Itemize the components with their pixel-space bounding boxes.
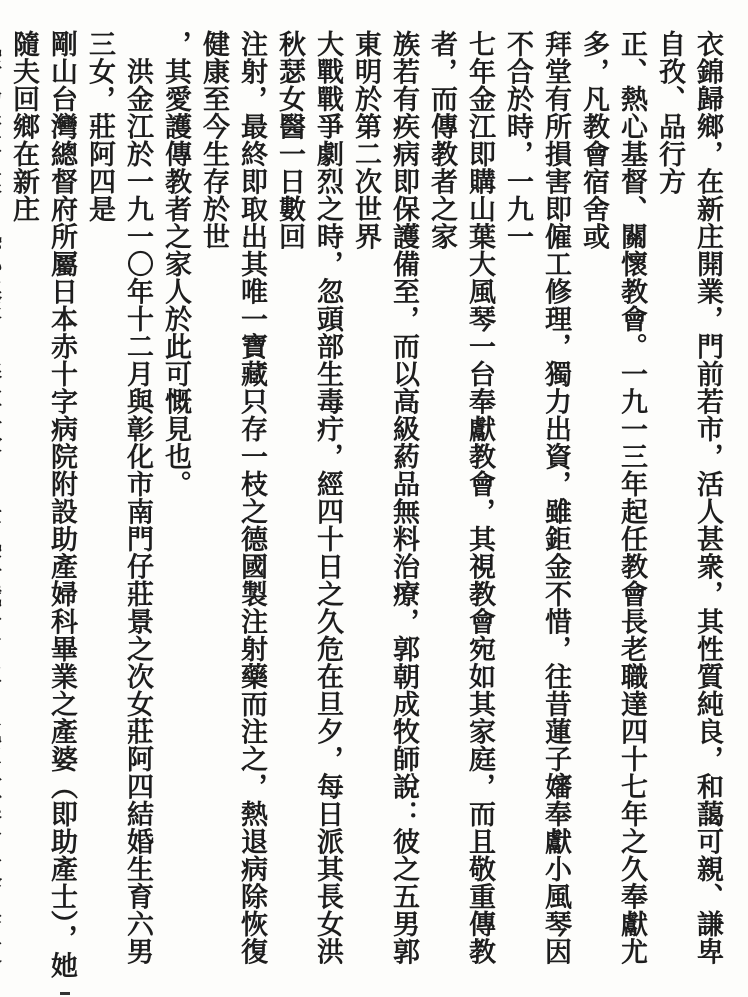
paragraph-2: 洪金江於一九一〇年十二月與彰化市南門仔莊景之次女莊阿四結婚生育六男三女，莊阿四是 剛山台灣總督府所屬日本赤十字病院附設助產婦科畢業之產婆（即助產士），她隨夫回鄉在新庄 (8, 30, 153, 979)
scan-mark (60, 992, 70, 995)
paragraph-1: 衣錦歸鄉，在新庄開業，門前若市，活人甚衆，其性質純良，和藹可親、謙卑自孜、品行方 正、熱心基督、關懷教會。一九一三年起任教會長老職達四十七年之久奉獻尤多，凡教會宿舍或 拜堂有所損害即僱工修理，獨力出資，雖鉅金不惜，往昔蓮子嬸奉獻小風琴因不合於時，一九一 七年金江即購山葉大風琴一台奉獻教會，其視教會宛如其家庭，而且敬重傳教者，而傳教者之家 族若有疾病即保護備至，而以高級葯品無料治療，郭朝成牧師說：彼之五男郭東明於第二次世界 大戰戰爭劇烈之時，忽頭部生毒疔，經四十日之久危在旦夕，每日派其長女洪秋瑟女醫一日數回 注射，最終即取出其唯一寶藏只存一枝之德國製注射藥而注之，熱退病除恢復健康至今生存於世 ，其愛護傳教者之家人於此可慨見也。 (160, 30, 723, 965)
vertical-text-body (0, 30, 726, 985)
